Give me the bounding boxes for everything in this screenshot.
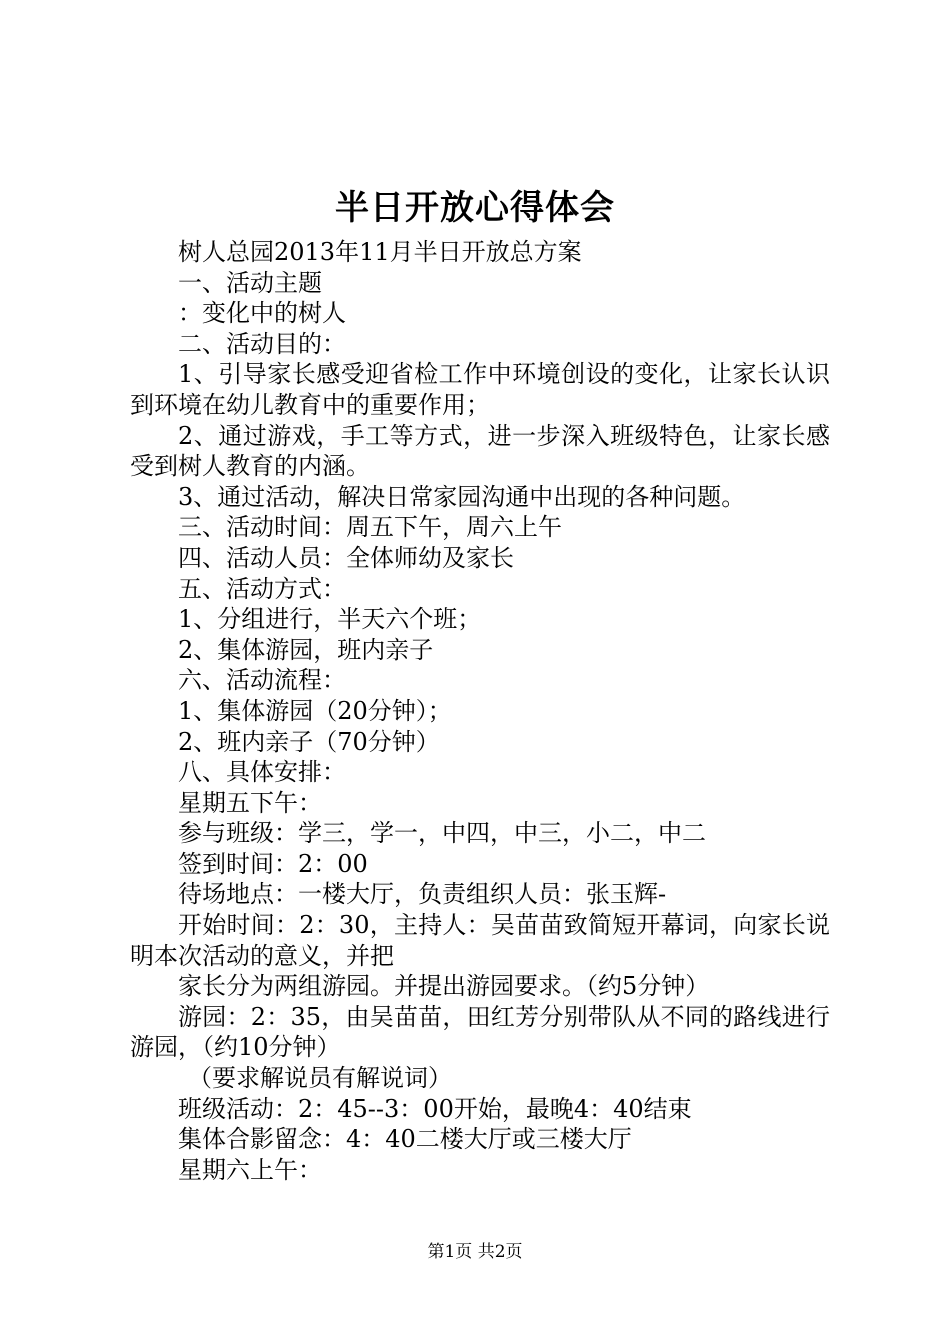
paragraph-section-theme: 一、活动主题 [178, 268, 322, 297]
paragraph-method-1: 1、分组进行，半天六个班； [178, 605, 482, 634]
paragraph-section-method: 五、活动方式： [178, 574, 346, 603]
paragraph-section-goals: 二、活动目的： [178, 329, 346, 358]
paragraph-saturday-morning: 星期六上午： [178, 1155, 322, 1184]
paragraph-tour: 游园：2：35，由吴苗苗，田红芳分别带队从不同的路线进行游园，（约10分钟） [130, 1002, 830, 1062]
paragraph-goal-2: 2、通过游戏，手工等方式，进一步深入班级特色，让家长感受到树人教育的内涵。 [130, 421, 830, 481]
paragraph-goal-1: 1、引导家长感受迎省检工作中环境创设的变化，让家长认识到环境在幼儿教育中的重要作用； [130, 360, 830, 419]
paragraph-class-activity: 班级活动：2：45--3：00开始，最晚4：40结束 [178, 1094, 692, 1123]
paragraph-section-time: 三、活动时间：周五下午，周六上午 [178, 513, 562, 542]
paragraph-goal-3: 3、通过活动，解决日常家园沟通中出现的各种问题。 [178, 482, 746, 511]
page-footer [0, 1240, 950, 1264]
paragraph-process-1: 1、集体游园（20分钟）； [178, 696, 452, 725]
paragraph-method-2: 2、集体游园，班内亲子 [178, 635, 434, 664]
paragraph-signin-time: 签到时间：2：00 [178, 849, 368, 878]
paragraph-friday-afternoon: 星期五下午： [178, 788, 322, 817]
paragraph-section-process: 六、活动流程： [178, 666, 346, 695]
paragraph-theme-text: ：变化中的树人 [178, 299, 346, 328]
document-title: 半日开放心得体会 [335, 188, 615, 228]
document-body [130, 237, 830, 1185]
paragraph-groups: 家长分为两组游园。并提出游园要求。（约5分钟） [178, 972, 710, 1001]
paragraph-group-photo: 集体合影留念：4：40二楼大厅或三楼大厅 [178, 1125, 632, 1154]
paragraph-plan-heading: 树人总园2013年11月半日开放总方案 [178, 238, 582, 266]
paragraph-process-2: 2、班内亲子（70分钟） [178, 727, 440, 756]
paragraph-start-time: 开始时间：2：30，主持人：吴苗苗致简短开幕词，向家长说明本次活动的意义，并把 [130, 911, 830, 970]
paragraph-narrator-note: （要求解说员有解说词） [188, 1064, 452, 1093]
paragraph-waiting-place: 待场地点：一楼大厅，负责组织人员：张玉辉- [178, 880, 667, 909]
paragraph-section-schedule: 八、具体安排： [178, 758, 346, 787]
paragraph-section-people: 四、活动人员：全体师幼及家长 [178, 543, 514, 572]
page-indicator: 第1页 共2页 [427, 1242, 523, 1262]
paragraph-classes: 参与班级：学三，学一，中四，中三，小二，中二 [178, 819, 706, 848]
